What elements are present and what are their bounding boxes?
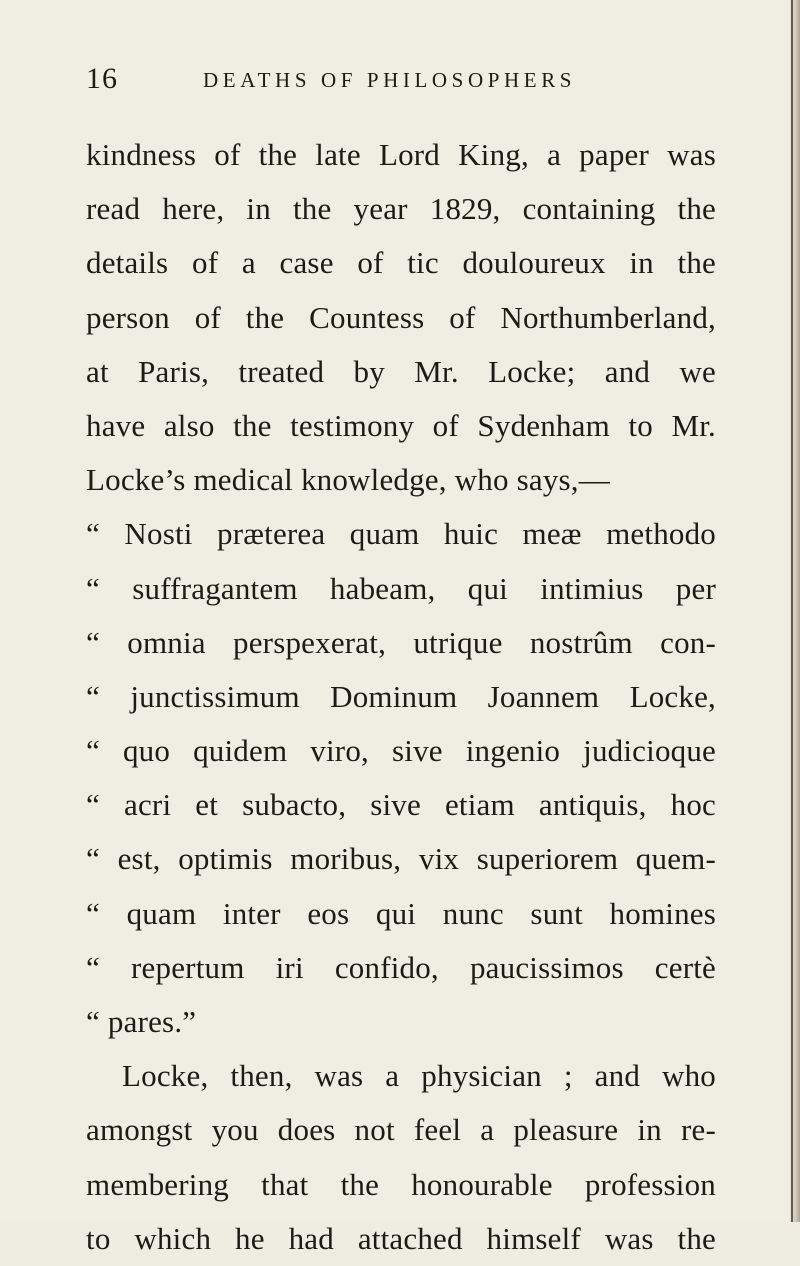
text-line: at Paris, treated by Mr. Locke; and we — [86, 353, 716, 389]
page-edge-line — [791, 0, 793, 1222]
quote-line: “ suffragantem habeam, qui intimius per — [86, 570, 716, 606]
quote-line: “ junctissimum Dominum Joannem Locke, — [86, 678, 716, 714]
text-line: Locke, then, was a physician ; and who — [122, 1058, 716, 1094]
page-number: 16 — [86, 62, 118, 95]
text-line: Locke’s medical knowledge, who says,— — [86, 462, 610, 498]
quote-line: “ Nosti præterea quam huic meæ methodo — [86, 516, 716, 552]
quote-line: “ acri et subacto, sive etiam antiquis, hoc — [86, 787, 716, 823]
quote-line: “ omnia perspexerat, utrique nostrûm con- — [86, 624, 716, 660]
quote-line: “ quam inter eos qui nunc sunt homines — [86, 895, 716, 931]
quote-line: “ repertum iri confido, paucissimos certè — [86, 949, 716, 985]
page-header — [86, 62, 706, 98]
quote-line: “ quo quidem viro, sive ingenio judicioque — [86, 733, 716, 769]
text-line: person of the Countess of Northumberland, — [86, 299, 716, 335]
quote-line: “ pares.” — [86, 1004, 197, 1039]
text-line: read here, in the year 1829, containing the — [86, 191, 716, 227]
text-line: have also the testimony of Sydenham to Mr. — [86, 407, 716, 443]
quote-line: “ est, optimis moribus, vix superiorem quem- — [86, 841, 716, 877]
text-line: details of a case of tic douloureux in the — [86, 245, 716, 281]
text-line: kindness of the late Lord King, a paper was — [86, 137, 716, 172]
text-line: to which he had attached himself was the — [86, 1220, 716, 1256]
running-head: DEATHS OF PHILOSOPHERS — [203, 68, 577, 92]
text-line: amongst you does not feel a pleasure in re- — [86, 1112, 716, 1148]
text-line: membering that the honourable profession — [86, 1166, 716, 1202]
body-text — [86, 128, 716, 1266]
